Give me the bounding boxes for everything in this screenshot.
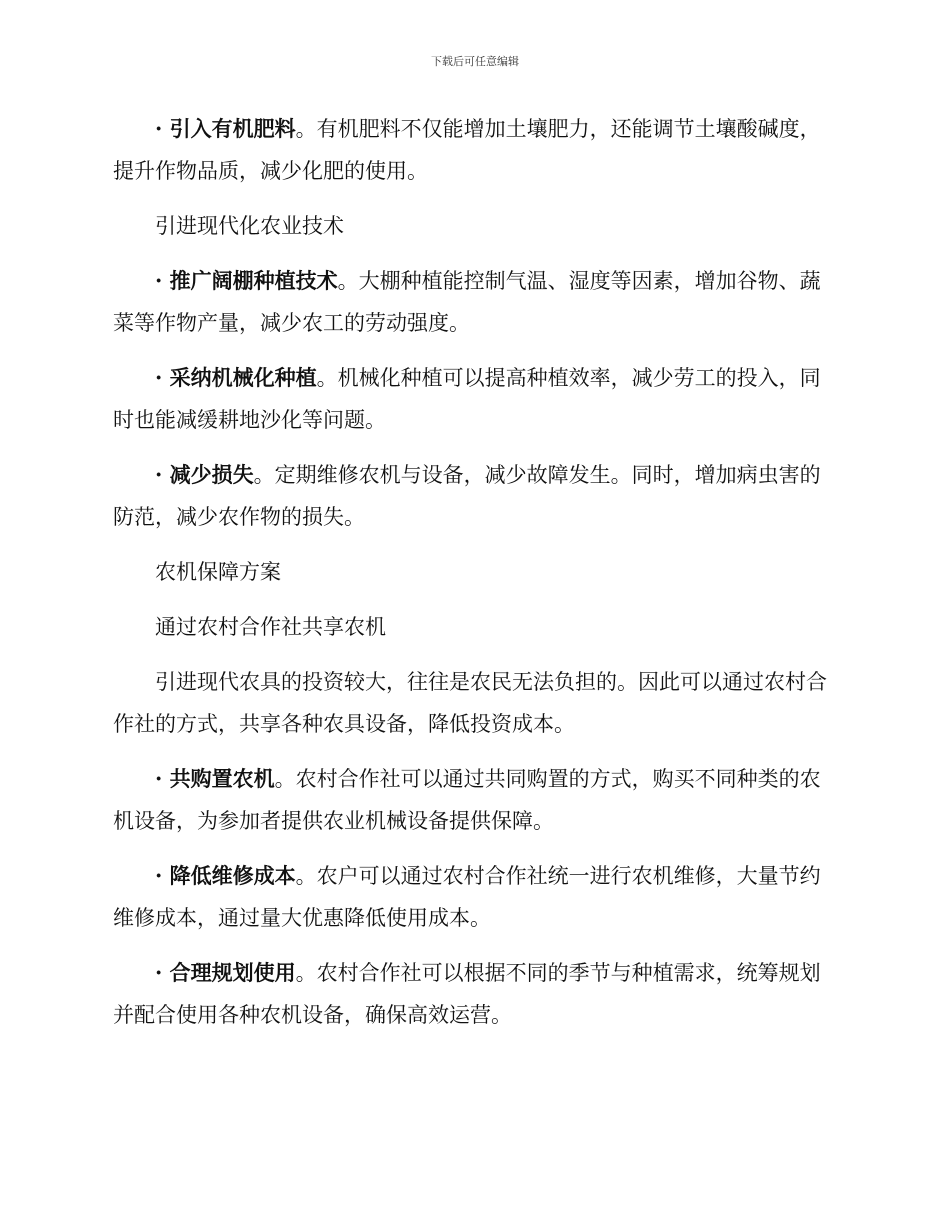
bullet-text: 。有机肥料不仅能增加土壤肥力，还能调节土壤酸碱度，提升作物品质，减少化肥的使用。 [113,117,821,183]
bullet-lead: · 降低维修成本 [155,863,296,888]
bullet-joint-purchase [113,758,831,842]
bullet-reduce-loss [113,454,831,538]
bullet-planned-usage [113,952,831,1036]
bullet-mechanized-planting [113,357,831,441]
bullet-text: 。农村合作社可以根据不同的季节与种植需求，统筹规划并配合使用各种农机设备，确保高效运营。 [113,961,821,1027]
bullet-greenhouse [113,260,831,344]
bullet-lower-maintenance [113,855,831,939]
bullet-text: 。农户可以通过农村合作社统一进行农机维修，大量节约维修成本，通过量大优惠降低使用成本。 [113,864,821,930]
page-header: 下载后可任意编辑 [431,55,519,68]
bullet-text: 。大棚种植能控制气温、湿度等因素，增加谷物、蔬菜等作物产量，减少农工的劳动强度。 [113,269,821,335]
bullet-lead: · 引入有机肥料 [155,116,296,141]
bullet-lead: · 采纳机械化种植 [155,365,317,390]
paragraph-investment: 引进现代农具的投资较大，往往是农民无法负担的。因此可以通过农村合作社的方式，共享各种农具设备，降低投资成本。 [113,670,827,736]
bullet-organic-fertilizer [113,108,831,192]
document-body [113,108,831,1049]
section-heading-machinery-plan: 农机保障方案 [155,560,281,584]
bullet-text: 。定期维修农机与设备，减少故障发生。同时，增加病虫害的防范，减少农作物的损失。 [113,463,821,529]
section-heading-modern-tech: 引进现代化农业技术 [155,214,344,238]
bullet-text: 。机械化种植可以提高种植效率，减少劳工的投入，同时也能减缓耕地沙化等问题。 [113,366,821,432]
bullet-lead: · 合理规划使用 [155,960,296,985]
bullet-text: 。农村合作社可以通过共同购置的方式，购买不同种类的农机设备，为参加者提供农业机械设备提供保障。 [113,767,821,833]
bullet-lead: · 减少损失 [155,462,254,487]
bullet-lead: · 推广阔棚种植技术 [155,268,338,293]
bullet-lead: · 共购置农机 [155,766,275,791]
section-heading-cooperative-sharing: 通过农村合作社共享农机 [155,615,386,639]
